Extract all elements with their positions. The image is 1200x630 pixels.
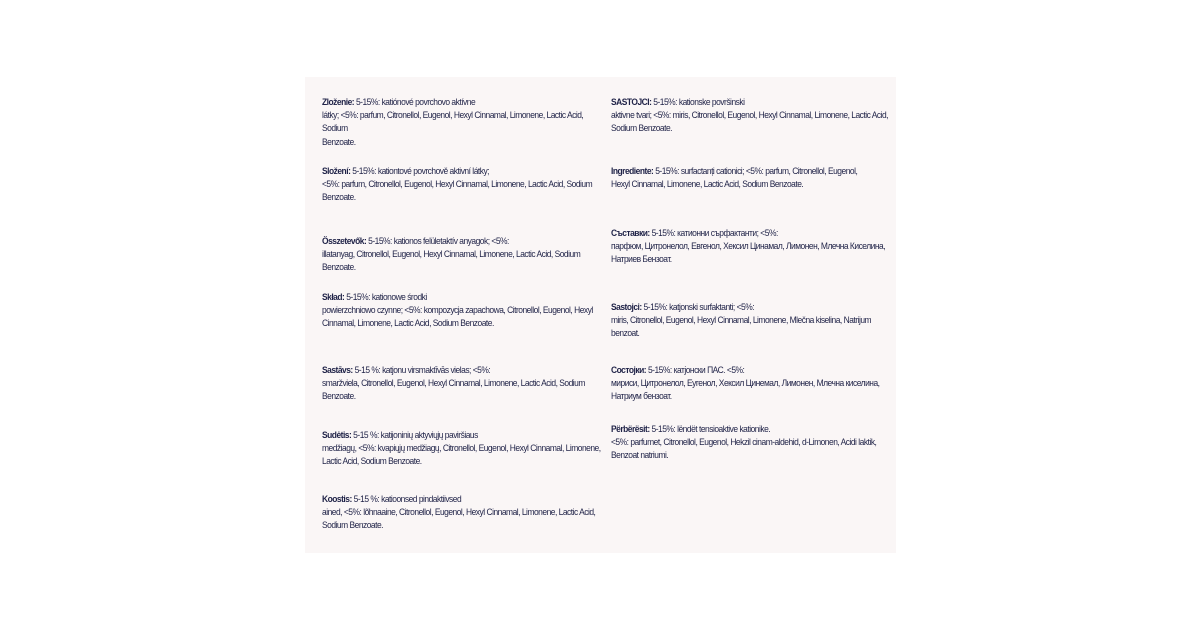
entry-line: Lactic Acid, Sodium Benzoate. <box>322 455 422 467</box>
entry-line: 5-15%: катјонски ПАС. <5%: <box>646 364 745 375</box>
entry-line: Hexyl Cinnamal, Limonene, Lactic Acid, Sodium Benzoate. <box>611 178 804 190</box>
entry-label: Skład: <box>322 291 345 302</box>
ingredients-entry-sq <box>611 422 890 462</box>
entry-line: Натриев Бензоат. <box>611 253 672 265</box>
ingredients-entry-et <box>322 492 601 532</box>
entry-label: Sudėtis: <box>322 429 352 440</box>
entry-line: <5%: parfumet, Citronellol, Eugenol, Hekzil cinam-aldehid, d-Limonen, Acidi laktik, <box>611 436 877 448</box>
entry-line: 5-15 %: katjonu virsmaktīvās vielas; <5%: <box>352 364 491 375</box>
ingredients-entry-pl <box>322 290 601 330</box>
entry-line: Benzoate. <box>322 191 356 203</box>
entry-line: medžiagų, <5%: kvapiųjų medžiagų, Citronellol, Eugenol, Hexyl Cinnamal, Limonene, <box>322 442 601 454</box>
ingredients-entry-hu <box>322 234 601 274</box>
entry-line: мириси, Цитронелол, Еугенол, Хексил Цинемал, Лимонен, Млечна киселина, <box>611 377 880 389</box>
ingredients-entry-lv <box>322 363 601 403</box>
entry-line: miris, Citronellol, Eugenol, Hexyl Cinnamal, Limonene, Mlečna kiselina, Natrijum benzoat. <box>611 314 872 339</box>
ingredients-entry-bg <box>611 226 890 266</box>
entry-label: Zloženie: <box>322 96 355 107</box>
ingredients-entry-sk <box>322 95 601 148</box>
entry-label: Sastāvs: <box>322 364 353 375</box>
entry-line: 5-15%: катионни сърфактанти; <5%: <box>649 227 778 238</box>
entry-label: Složení: <box>322 165 351 176</box>
entry-line: powierzchniowo czynne; <5%: kompozycja zapachowa, Citronellol, Eugenol, Hexyl <box>322 304 593 316</box>
entry-line: 5-15%: kationske površinski <box>651 96 745 107</box>
entry-label: Состојки: <box>611 364 647 375</box>
entry-line: ained, <5%: lõhnaaine, Citronellol, Eugenol, Hexyl Cinnamal, Limonene, Lactic Acid, <box>322 506 596 518</box>
entry-label: Összetevők: <box>322 235 367 246</box>
ingredients-entry-mk <box>611 363 890 403</box>
entry-line: Cinnamal, Limonene, Lactic Acid, Sodium Benzoate. <box>322 317 494 329</box>
ingredients-entry-lt <box>322 428 601 468</box>
entry-line: Benzoate. <box>322 135 356 147</box>
entry-line: 5-15%: kationowe środki <box>344 291 427 302</box>
entry-line: Натриум бензоат. <box>611 390 672 402</box>
entry-line: парфюм, Цитронелол, Евгенол, Хексил Цинамал, Лимонен, Млечна Киселина, <box>611 240 886 252</box>
entry-line: Sodium Benzoate. <box>322 519 384 531</box>
entry-label: Koostis: <box>322 493 352 504</box>
ingredients-entry-hr <box>611 95 890 135</box>
entry-line: 5-15%: lëndët tensioaktive kationike. <box>649 423 771 434</box>
entry-line: Benzoate. <box>322 390 356 402</box>
entry-line: 5-15%: katiónové povrchovo aktívne <box>354 96 476 107</box>
entry-label: Съставки: <box>611 227 650 238</box>
entry-line: smaržviela, Citronellol, Eugenol, Hexyl Cinnamal, Limonene, Lactic Acid, Sodium <box>322 377 585 389</box>
entry-line: 5-15%: kationtové povrchově aktivní látky; <box>350 165 490 176</box>
entry-line: illatanyag, Citronellol, Eugenol, Hexyl Cinnamal, Limonene, Lactic Acid, Sodium Benzoate. <box>322 248 581 273</box>
entry-label: Përbërësit: <box>611 423 650 434</box>
ingredients-label-panel <box>305 77 896 553</box>
ingredients-entry-sr <box>611 300 890 340</box>
entry-line: 5-15%: surfactanți cationici; <5%: parfum, Citronellol, Eugenol, <box>653 165 858 176</box>
entry-label: SASTOJCI: <box>611 96 652 107</box>
entry-line: 5-15 %: katijoninių aktyviųjų paviršiaus <box>351 429 478 440</box>
entry-label: Ingrediente: <box>611 165 654 176</box>
entry-line: Sodium Benzoate. <box>611 122 673 134</box>
entry-line: <5%: parfum, Citronellol, Eugenol, Hexyl Cinnamal, Limonene, Lactic Acid, Sodium <box>322 178 593 190</box>
entry-line: Benzoat natriumi. <box>611 449 669 461</box>
entry-line: 5-15%: katjonski surfaktanti; <5%: <box>641 301 755 312</box>
ingredients-entry-cs <box>322 164 601 204</box>
entry-line: aktivne tvari; <5%: miris, Citronellol, Eugenol, Hexyl Cinnamal, Limonene, Lactic Acid, <box>611 109 889 121</box>
entry-line: látky; <5%: parfum, Citronellol, Eugenol, Hexyl Cinnamal, Limonene, Lactic Acid, Sodium <box>322 109 584 134</box>
entry-label: Sastojci: <box>611 301 642 312</box>
entry-line: 5-15 %: katioonsed pindaktiivsed <box>351 493 462 504</box>
ingredients-entry-ro <box>611 164 890 190</box>
entry-line: 5-15%: kationos felületaktív anyagok; <5%: <box>366 235 509 246</box>
